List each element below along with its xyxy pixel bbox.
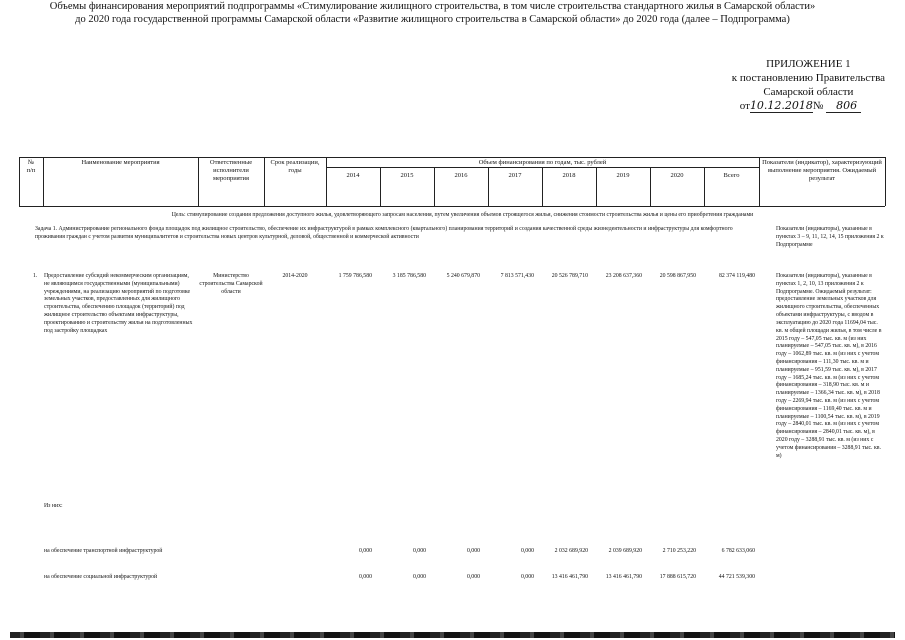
row-period: 2014-2020 (282, 273, 308, 279)
appendix-title: ПРИЛОЖЕНИЕ 1 (766, 58, 851, 70)
appendix-date-line (732, 99, 885, 114)
subrow-value: 13 416 461,790 (551, 574, 588, 580)
appendix-line2: к постановлению Правительства (731, 71, 885, 84)
subrow-name: на обеспечение социальной инфраструктурой (44, 574, 158, 580)
row-value: 7 813 571,430 (500, 273, 534, 279)
subrow-total: 44 721 539,300 (718, 574, 755, 580)
scan-edge-bar (10, 632, 895, 638)
header-year: 2016 (454, 172, 468, 179)
row-value: 5 240 679,870 (446, 273, 480, 279)
header-executor: Ответственные исполнители мероприятия (209, 159, 253, 183)
row-value: 3 185 786,580 (392, 273, 426, 279)
appendix-line3: Самарской области (763, 85, 854, 98)
header-year: 2018 (562, 172, 576, 179)
subrow-value: 0,000 (412, 548, 426, 554)
subrow-total: 6 782 633,060 (721, 548, 755, 554)
appendix-no: № (812, 100, 824, 113)
subrow-value: 0,000 (358, 548, 372, 554)
header-indicator: Показатели (индикатор), характеризующий выполнение мероприятия. Ожидаемый результат (762, 159, 882, 183)
of-which-label: Из них: (44, 503, 63, 509)
appendix-block (732, 58, 885, 114)
header-period: Срок реализации, годы (270, 159, 320, 175)
header-year: 2019 (616, 172, 630, 179)
header-year: 2017 (508, 172, 522, 179)
subrow-value: 13 416 461,790 (605, 574, 642, 580)
subrow-value: 0,000 (466, 574, 480, 580)
row-value: 20 598 867,950 (659, 273, 696, 279)
header-volume: Объем финансирования по годам, тыс. рублей (478, 159, 607, 166)
header-name: Наименование мероприятия (81, 159, 160, 166)
appendix-from: от (739, 100, 750, 113)
subrow-value: 17 888 615,720 (659, 574, 696, 580)
subrow-value: 2 039 689,920 (608, 548, 642, 554)
subrow-name: на обеспечение транспортной инфраструктурой (44, 548, 163, 554)
subrow-value: 0,000 (358, 574, 372, 580)
row-number: 1. (33, 273, 38, 279)
subrow-value: 0,000 (412, 574, 426, 580)
header-year: 2014 (346, 172, 360, 179)
task-indicator: Показатели (индикаторы), указанные в пунктах 3 – 9, 11, 12, 14, 15 приложения 2 к Подпрограмме (776, 226, 884, 248)
row-value: 23 208 637,360 (605, 273, 642, 279)
row-total: 82 374 119,480 (718, 273, 755, 279)
title-line1: Объемы финансирования мероприятий подпрограммы «Стимулирование жилищного строительства, в том числе строительства стандартного жилья в Самарской области» (49, 1, 816, 12)
header-year: 2015 (400, 172, 414, 179)
task-text: Задача 1. Администрирование регионального фонда площадок под жилищное строительство, обеспечение их инфраструктурой в рамках комплексного (квартального) планирования территорий и создания качественной среды жизнедеятельности и инфраструктуры для комфортного проживания граждан с учетом развития муниципалитетов и строительства новых центров культурной, деловой, общественной и коммерческой активности (35, 226, 733, 240)
goal-text: Цель: стимулирование создания предложения доступного жилья, удовлетворяющего запросам населения, путем увеличения объемов строящегося жилья, снижения стоимости строительства жилья и цены его приобретения гражданами (171, 212, 754, 218)
document-title (0, 0, 865, 26)
subrow-value: 2 710 253,220 (662, 548, 696, 554)
row-value: 20 526 789,710 (551, 273, 588, 279)
row-indicator: Показатели (индикаторы), указанные в пунктах 1, 2, 10, 13 приложения 2 к Подпрограмме. Ожидаемый результат: предоставление земельных участков для жилищного строительства, обеспеченных объектами инфраструктуры, с вводом в эксплуатацию до 2020 года 11694,04 тыс. кв. м общей площади жилья, в том числе в 2015 году – 547,05 тыс. кв. м (из них планируемые – 547,05 тыс. кв. м), в 2016 году – 1062,89 тыс. кв. м (из них с учетом финансирования – 111,30 тыс. кв. м и планируемые – 951,59 тыс. кв. м), в 2017 году – 1685,24 тыс. кв. м (из них с учетом финансирования – 318,90 тыс. кв. м и планируемые – 1366,34 тыс. кв. м), в 2018 году – 2269,94 тыс. кв. м (из них с учетом финансирования – 1169,40 тыс. кв. м и планируемые – 1100,54 тыс. кв. м), в 2019 году – 2840,01 тыс. кв. м (из них с учетом финансирования – 2840,01 тыс. кв. м), в 2020 году – 3288,91 тыс. кв. м (из них с учетом финансирования – 3288,91 тыс. кв. м) (776, 273, 882, 459)
title-line2: до 2020 года государственной программы Самарской области «Развитие жилищного строительства в Самарской области» до 2020 года (далее – Подпрограмма) (75, 14, 790, 26)
row-name: Предоставление субсидий некоммерческим организациям, не являющимся государственными (муниципальными) учреждениями, на реализацию мероприятий по подготовке земельных участков, предоставленных для жилищного строительства, обеспечению площадок (территорий) под жилищное строительство объектами инфраструктуры, проектированию и строительству жилья на подготовленных под застройку площадках (44, 273, 193, 334)
row-executor: Министерство строительства Самарской области (199, 273, 263, 295)
appendix-date: 10.12.2018 (749, 99, 813, 113)
appendix-number: 806 (826, 99, 861, 113)
subrow-value: 0,000 (520, 548, 534, 554)
subrow-value: 2 032 689,920 (554, 548, 588, 554)
header-year: 2020 (670, 172, 684, 179)
row-value: 1 759 786,580 (338, 273, 372, 279)
header-total: Всего (723, 172, 740, 179)
header-no: № п/п (26, 159, 36, 175)
subrow-value: 0,000 (520, 574, 534, 580)
subrow-value: 0,000 (466, 548, 480, 554)
